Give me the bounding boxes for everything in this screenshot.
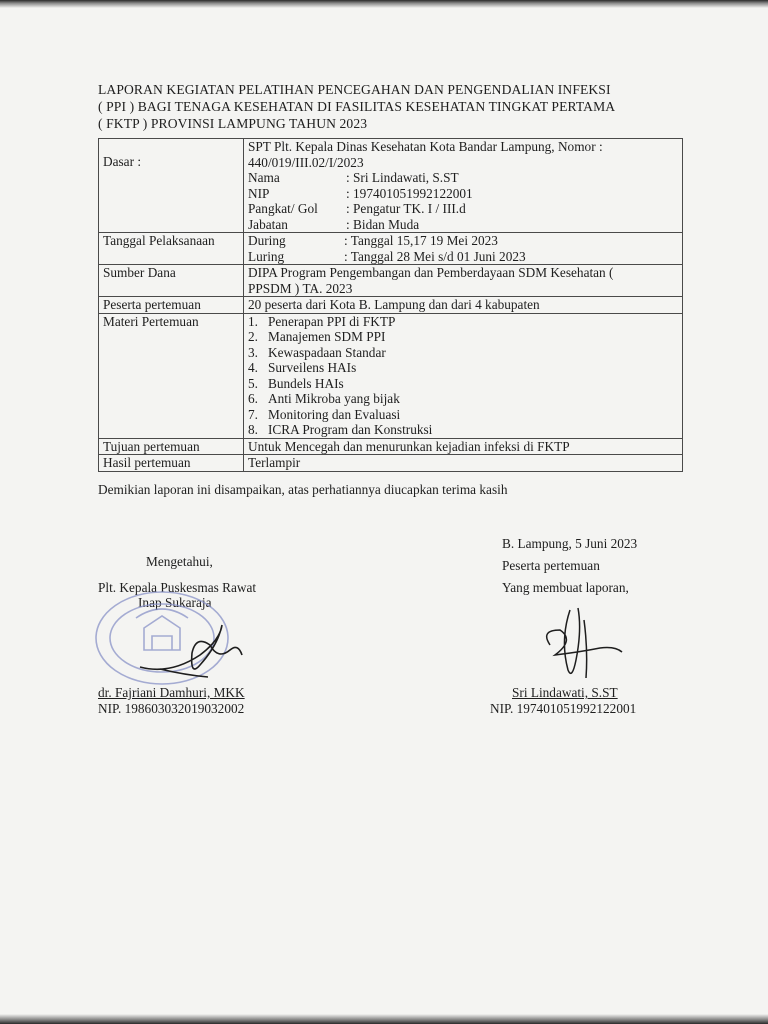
field-nip: NIP : 197401051992122001 (248, 185, 473, 201)
title-line-3: ( FKTP ) PROVINSI LAMPUNG TAHUN 2023 (98, 116, 368, 131)
spt-line-2: 440/019/III.02/I/2023 (248, 154, 364, 170)
signature-left (130, 605, 245, 685)
row-tanggal (99, 233, 683, 265)
list-item: 4. Surveilens HAIs (248, 360, 357, 375)
label-tanggal: Tanggal Pelaksanaan (99, 233, 244, 265)
spt-line-1: SPT Plt. Kepala Dinas Kesehatan Kota Bandar Lampung, Nomor : (248, 139, 603, 154)
list-item: 2. Manajemen SDM PPI (248, 329, 386, 344)
row-materi (99, 313, 683, 438)
field-jabatan: Jabatan : Bidan Muda (248, 216, 420, 232)
page-bottom-edge (0, 1014, 768, 1024)
field-pangkat: Pangkat/ Gol : Pengatur TK. I / III.d (248, 201, 466, 216)
value-tanggal (244, 233, 683, 265)
approver-name: dr. Fajriani Damhuri, MKK (98, 685, 245, 700)
label-materi: Materi Pertemuan (99, 313, 244, 438)
place-date: B. Lampung, 5 Juni 2023 (502, 536, 638, 551)
list-item: 8. ICRA Program dan Konstruksi (248, 422, 433, 437)
list-item: 5. Bundels HAIs (248, 375, 344, 391)
approver-role-2: Inap Sukaraja (138, 595, 212, 610)
label-dasar: Dasar : (99, 139, 244, 233)
reporter-nip: NIP. 197401051992122001 (490, 701, 637, 716)
list-item: 6. Anti Mikroba yang bijak (248, 391, 400, 406)
tanggal-during: During : Tanggal 15,17 19 Mei 2023 (248, 233, 498, 248)
row-peserta (99, 297, 683, 314)
label-tujuan: Tujuan pertemuan (99, 438, 244, 455)
value-sumber: DIPA Program Pengembangan dan Pemberdayaan SDM Kesehatan ( PPSDM ) TA. 2023 (244, 265, 683, 297)
report-table (98, 138, 683, 472)
signature-right (530, 600, 625, 685)
reporter-role-2: Yang membuat laporan, (502, 580, 629, 595)
value-tujuan: Untuk Mencegah dan menurunkan kejadian infeksi di FKTP (244, 438, 683, 455)
label-sumber: Sumber Dana (99, 265, 244, 297)
reporter-name: Sri Lindawati, S.ST (512, 685, 618, 700)
approver-role-1: Plt. Kepala Puskesmas Rawat (98, 580, 257, 595)
title-line-2: ( PPI ) BAGI TENAGA KESEHATAN DI FASILITAS KESEHATAN TINGKAT PERTAMA (98, 99, 616, 114)
row-dasar (99, 139, 683, 233)
approver-heading: Mengetahui, (146, 554, 213, 569)
value-peserta: 20 peserta dari Kota B. Lampung dan dari 4 kabupaten (244, 297, 683, 314)
field-nama: Nama : Sri Lindawati, S.ST (248, 170, 459, 185)
title-line-1: LAPORAN KEGIATAN PELATIHAN PENCEGAHAN DAN PENGENDALIAN INFEKSI (98, 82, 611, 97)
closing-statement: Demikian laporan ini disampaikan, atas perhatiannya diucapkan terima kasih (98, 482, 508, 497)
value-materi (244, 313, 683, 438)
list-item: 1. Penerapan PPI di FKTP (248, 313, 396, 329)
label-hasil: Hasil pertemuan (99, 455, 244, 472)
approver-nip: NIP. 198603032019032002 (98, 701, 245, 716)
list-item: 7. Monitoring dan Evaluasi (248, 406, 401, 422)
value-hasil: Terlampir (244, 455, 683, 472)
report-title (98, 81, 698, 132)
reporter-block (502, 533, 637, 599)
label-peserta: Peserta pertemuan (99, 297, 244, 314)
list-item: 3. Kewaspadaan Standar (248, 344, 386, 360)
page-top-edge (0, 0, 768, 8)
reporter-role-1: Peserta pertemuan (502, 558, 600, 573)
tanggal-luring: Luring : Tanggal 28 Mei s/d 01 Juni 2023 (248, 248, 526, 264)
value-dasar (244, 139, 683, 233)
row-tujuan (99, 438, 683, 455)
row-sumber (99, 265, 683, 297)
row-hasil (99, 455, 683, 472)
